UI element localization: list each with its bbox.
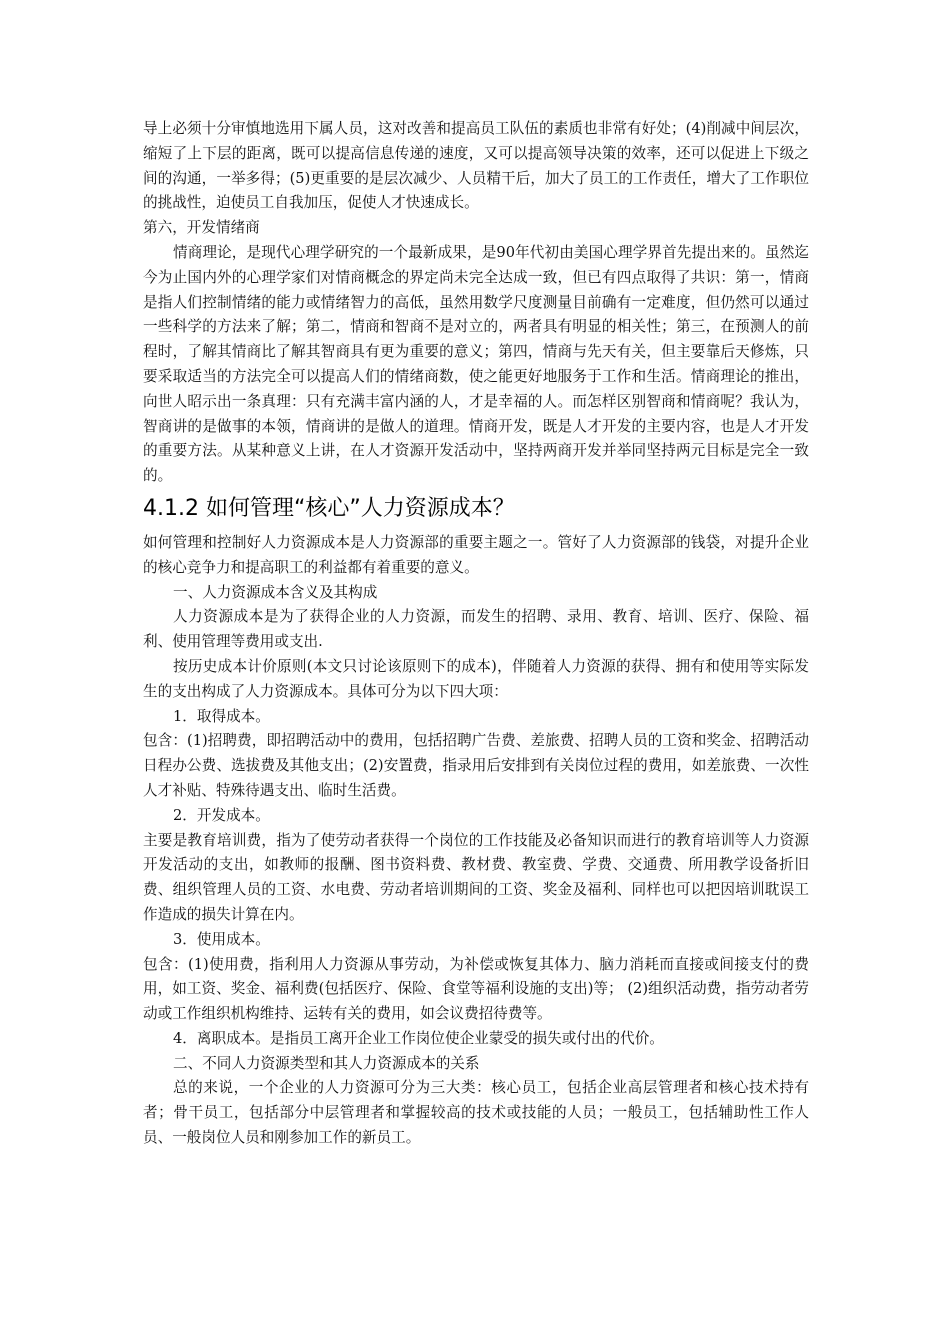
subsection-title-1: 一、人力资源成本含义及其构成 xyxy=(173,583,378,601)
list-item-separation-cost: 4．离职成本。是指员工离开企业工作岗位使企业蒙受的损失或付出的代价。 xyxy=(173,1029,664,1047)
subsection-title-2: 二、不同人力资源类型和其人力资源成本的关系 xyxy=(173,1054,480,1072)
list-item-usage-cost: 3．使用成本。 xyxy=(173,930,270,948)
paragraph-intro: 如何管理和控制好人力资源成本是人力资源部的重要主题之一。管好了人力资源部的钱袋，对提升企业的核心竞争力和提高职工的利益都有着重要的意义。 xyxy=(143,533,809,576)
section-heading: 4.1.2 如何管理“核心”人力资源成本？ xyxy=(143,495,515,521)
paragraph-acquisition-detail: 包含：(1)招聘费，即招聘活动中的费用，包括招聘广告费、差旅费、招聘人员的工资和奖金、招聘活动日程办公费、选拔费及其他支出；(2)安置费，指录用后安排到有关岗位过程的费用，如差旅费、一次性人才补贴、特殊待遇支出、临时生活费。 xyxy=(143,732,809,799)
paragraph-definition: 人力资源成本是为了获得企业的人力资源，而发生的招聘、录用、教育、培训、医疗、保险、福利、使用管理等费用或支出. xyxy=(143,608,809,651)
paragraph-usage-detail: 包含：(1)使用费，指利用人力资源从事劳动，为补偿或恢复其体力、脑力消耗而直接或间接支付的费用，如工资、奖金、福利费(包括医疗、保险、食堂等福利设施的支出)等； (2)组织活动费，指劳动者劳动或工作组织机构维持、运转有关的费用，如会议费招待费等。 xyxy=(143,955,809,1023)
paragraph-development-detail: 主要是教育培训费，指为了使劳动者获得一个岗位的工作技能及必备知识而进行的教育培训等人力资源开发活动的支出，如教师的报酬、图书资料费、教材费、教室费、学费、交通费、所用教学设备折旧费、组织管理人员的工资、水电费、劳动者培训期间的工资、奖金及福利、同样也可以把因培训耽误工作造成的损失计算在内。 xyxy=(143,831,809,923)
paragraph-summary: 总的来说，一个企业的人力资源可分为三大类：核心员工，包括企业高层管理者和核心技术持有者；骨干员工，包括部分中层管理者和掌握较高的技术或技能的人员；一般员工，包括辅助性工作人员、一般岗位人员和刚参加工作的新员工。 xyxy=(143,1079,809,1147)
list-item-acquisition-cost: 1．取得成本。 xyxy=(173,707,270,725)
paragraph-continuation: 导上必须十分审慎地选用下属人员，这对改善和提高员工队伍的素质也非常有好处；(4)削减中间层次，缩短了上下层的距离，既可以提高信息传递的速度，又可以提高领导决策的效率，还可以促进上下级之间的沟通，一举多得；(5)更重要的是层次减少、人员精干后，加大了员工的工作责任，增大了工作职位的挑战性，迫使员工自我加压，促使人才快速成长。 xyxy=(143,120,809,212)
list-item-development-cost: 2．开发成本。 xyxy=(173,806,270,824)
document-page xyxy=(143,117,809,1151)
paragraph-emotional-quotient: 情商理论，是现代心理学研究的一个最新成果，是90年代初由美国心理学界首先提出来的。虽然迄今为止国内外的心理学家们对情商概念的界定尚未完全达成一致，但已有四点取得了共识：第一，情商是指人们控制情绪的能力或情绪智力的高低，虽然用数学尺度测量目前确有一定难度，但仍然可以通过一些科学的方法来了解；第二，情商和智商不是对立的，两者具有明显的相关性；第三，在预测人的前程时，了解其情商比了解其智商具有更为重要的意义；第四，情商与先天有关，但主要靠后天修炼，只要采取适当的方法完全可以提高人们的情绪商数，使之能更好地服务于工作和生活。情商理论的推出，向世人昭示出一条真理：只有充满丰富内涵的人，才是幸福的人。而怎样区别智商和情商呢？我认为，智商讲的是做事的本领，情商讲的是做人的道理。情商开发，既是人才开发的主要内容，也是人才开发的重要方法。从某种意义上讲，在人才资源开发活动中，坚持两商开发并举同坚持两元目标是完全一致的。 xyxy=(143,243,809,485)
paragraph-historical-cost: 按历史成本计价原则(本文只讨论该原则下的成本)，伴随着人力资源的获得、拥有和使用等实际发生的支出构成了人力资源成本。具体可分为以下四大项： xyxy=(143,657,809,700)
section-sixth-title: 第六，开发情绪商 xyxy=(143,219,260,237)
